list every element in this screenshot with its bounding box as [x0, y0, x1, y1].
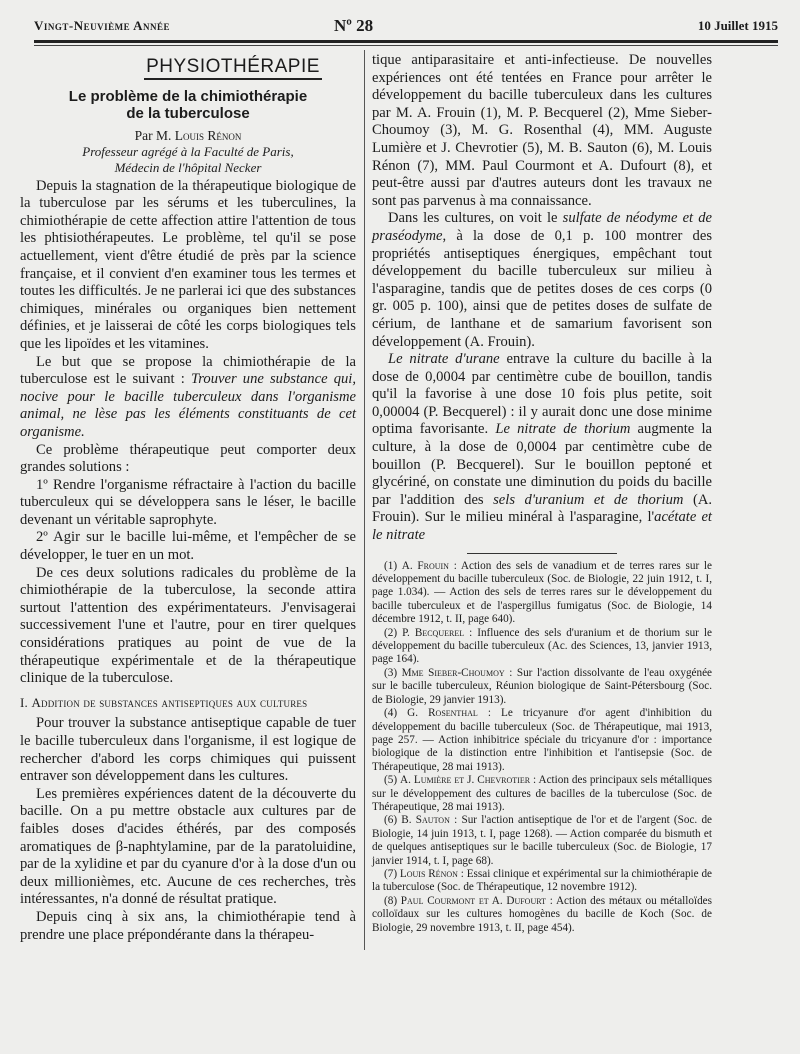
- footnote-rule: [467, 553, 617, 554]
- subsection-heading: I. Addition de substances antiseptiques aux cultures: [20, 694, 308, 710]
- paragraph: Dans les cultures, on voit le sulfate de néodyme et de praséodyme, à la dose de 0,1 p. 100 montrer des propriétés antiseptiques énergiques, empêchant tout développement du bacille tuberculeux sur milieu à l'asparagine, tandis que de petites doses de ces corps (0 gr. 005 p. 100), ainsi que de petites doses de sulfate de cérium, de lanthane et de samarium favorisent son développement (A. Frouin).: [372, 210, 712, 350]
- paragraph: 1º Rendre l'organisme réfractaire à l'action du bacille tuberculeux qui se développera sans le léser, le bacille devenant un véritable saprophyte.: [20, 476, 356, 528]
- paragraph: Ce problème thérapeutique peut comporter deux grandes solutions :: [20, 441, 356, 476]
- paragraph: Depuis cinq à six ans, la chimiothérapie tend à prendre une place prépondérante dans la thérapeu-: [20, 908, 356, 943]
- column-divider: [364, 50, 365, 950]
- author-name: Louis Rénon: [174, 127, 242, 143]
- footnote: (8) Paul Courmont et A. Dufourt : Action des métaux ou métalloïdes colloïdaux sur les cultures homogènes du bacille de Koch (Soc. de Biologie, 29 novembre 1913, t. II, page 454).: [372, 894, 712, 934]
- paragraph: Depuis la stagnation de la thérapeutique biologique de la tuberculose par les sérums et les tuberculines, la chimiothérapie de cette affection attire l'attention de tous les phtisiothérapeutes. Le problème, tel qu'il se pose actuellement, vient d'être étudié de près par la science française, et il convient d'en examiner tous les termes et toutes les difficultés. Je ne parlerai ici que des substances chimiques, minérales ou organiques bien nettement définies, et je laisserai de côté les corps biologiques tels que les lipoïdes et les vitamines.: [20, 177, 356, 352]
- footnote: (2) P. Becquerel : Influence des sels d'uranium et de thorium sur le développement du bacille tuberculeux (Ac. des Sciences, 13, janvier 1913, page 164).: [372, 626, 712, 666]
- footnote: (4) G. Rosenthal : Le tricyanure d'or agent d'inhibition du développement du bacille tuberculeux (Soc. de Thérapeutique, mai 1913, page 257. — Action inhibitrice spéciale du tricyanure d'or : importance biologique de la distinction entre l'inhibition et l'antisepsie (Soc. de Thérapeutique, 28 mai 1913).: [372, 707, 713, 773]
- header-rule: [34, 40, 778, 43]
- header-rule-thin: [34, 45, 778, 46]
- header-date: 10 Juillet 1915: [697, 18, 778, 33]
- paragraph: 2º Agir sur le bacille lui-même, et l'empêcher de se développer, le tuer en un mot.: [20, 529, 356, 564]
- footnote: (6) B. Sauton : Sur l'action antiseptique de l'or et de l'argent (Soc. de Biologie, 14 juin 1913, t. I, page 1268). — Action comparée du bismuth et de quelques antiseptiques sur le bacille tuberculeux (Soc. de Biologie, 17 janvier 1914, t. I, page 68).: [372, 814, 713, 867]
- header-year: Vingt-Neuvième Année: [34, 18, 171, 33]
- running-head: [34, 16, 778, 38]
- article-title: Le problème de la chimiothérapie de la tuberculose: [68, 87, 308, 122]
- footnote: (1) A. Frouin : Action des sels de vanadium et de terres rares sur le développement du bacille tuberculeux (Soc. de Biologie, 22 juin 1912, t. I, page 1.034). — Action des sels de terres rares sur le développement du bacille tuberculeux et de l'aspergillus fumigatus (Soc. de Biologie, 14 décembre 1912, t. II, page 640).: [372, 559, 712, 626]
- byline: Par M. Louis Rénon: [134, 127, 242, 143]
- paragraph: De ces deux solutions radicales du problème de la chimiothérapie de la tuberculose, la seconde attira surtout l'attention des expérimentateurs. J'envisagerai successivement l'une et l'autre, pour en tirer quelques considérations pratiques au point de vue de la thérapeutique expérimentale et de la thérapeutique clinique de la tuberculose.: [20, 564, 356, 687]
- footnotes: [372, 560, 712, 935]
- author-affiliation: Professeur agrégé à la Faculté de Paris, Médecin de l'hôpital Necker: [82, 143, 294, 175]
- footnote: (7) Louis Rénon : Essai clinique et expérimental sur la chimiothérapie de la tuberculose (Soc. de Thérapeutique, 12 novembre 1912).: [372, 867, 713, 894]
- right-column: [372, 52, 712, 935]
- left-column: [20, 52, 356, 944]
- paragraph: Le nitrate d'urane entrave la culture du bacille à la dose de 0,0004 par centimètre cube de bouillon, tandis qu'il la favorise à une dose 10 fois plus petite, soit 0,00004 (P. Becquerel) : il y aurait donc une dose minime optima favorisante. Le nitrate de thorium augmente la culture, à la dose de 0,0004 par centimètre cube de bouillon (P. Becquerel). Sur le bouillon peptoné et glycériné, on constate une diminution du poids du bacille par l'addition des sels d'uranium et de thorium (A. Frouin). Sur le milieu minéral à l'asparagine, l'acétate et le nitrate: [372, 351, 713, 544]
- footnote: (5) A. Lumière et J. Chevrotier : Action des principaux sels métalliques sur le développement des cultures de bacilles de la tuberculose (Soc. de Thérapeutique, 28 mai 1913).: [372, 774, 712, 813]
- footnote: (3) Mme Sieber-Choumoy : Sur l'action dissolvante de l'eau oxygénée sur le bacille tuberculeux, Réunion biologique de Saint-Pétersbourg (Soc. de Biologie, 29 janvier 1913).: [372, 666, 713, 706]
- header-issue-number: Nº 28: [334, 16, 374, 35]
- section-title: PHYSIOTHÉRAPIE: [20, 58, 356, 76]
- paragraph: tique antiparasitaire et anti-infectieuse. De nouvelles expériences ont été tentées en France pour arrêter le développement du bacille tuberculeux dans les cultures par M. A. Frouin (1), M. P. Becquerel (2), Mme Sieber-Choumoy (3), M. G. Rosenthal (4), MM. Auguste Lumière et J. Chevrotier (5), M. B. Sauton (6), M. Louis Rénon (7), MM. Paul Courmont et A. Dufourt (8), et peut-être aussi par d'autres auteurs dont les travaux ne sont pas parvenus à ma connaissance.: [372, 52, 712, 209]
- paragraph: Pour trouver la substance antiseptique capable de tuer le bacille tuberculeux dans l'organisme, il est logique de rechercher d'abord les corps chimiques qui puissent entraver son développement dans les cultures.: [20, 715, 356, 785]
- paragraph: Le but que se propose la chimiothérapie de la tuberculose est le suivant : Trouver une substance qui, nocive pour le bacille tuberculeux dans l'organisme animal, ne lèse pas les éléments constituants de cet organisme.: [20, 353, 357, 440]
- paragraph: Les premières expériences datent de la découverte du bacille. On a pu mettre obstacle aux cultures par de faibles doses d'acides éthérés, par des composés aromatiques de β-naphtylamine, par de la paratoluidine, par de la xylidine et par du cyanure d'or à la dose d'un ou deux millionièmes, etc. Aucune de ces recherches, très intéressantes, n'a donné de résultat pratique.: [20, 785, 356, 908]
